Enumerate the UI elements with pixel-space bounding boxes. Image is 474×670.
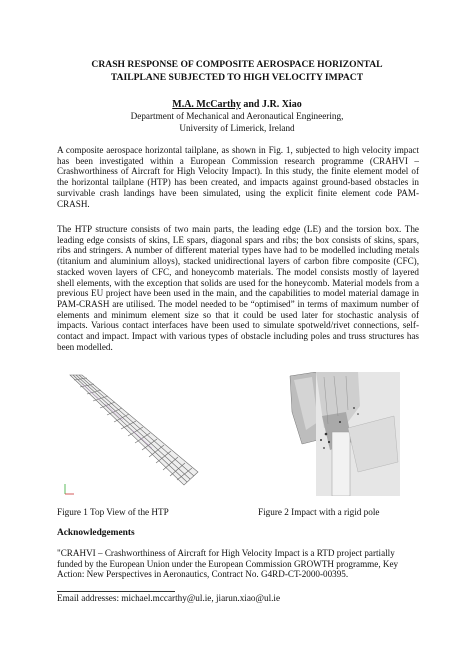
paper-title: [40, 58, 434, 84]
paragraph-structure: The HTP structure consists of two main parts, the leading edge (LE) and the torsion box. The leading edge consists of skins, LE spars, diagonal spars and ribs; the box consists of skins, spars, ribs and stringers. A number of different material types have had to be modelled including metals (titanium and aluminium alloys), stacked unidirectional layers of carbon fibre composite (CFC), stacked woven layers of CFC, and honeycomb materials. The model consists mostly of layered shell elements, with the exception that solids are used for the honeycomb. Material models from a previous EU project have been used in the main, and the capabilities to model material damage in PAM-CRASH are utilised. The model needed to be “optimised” in terms of maximum number of elements and minimum element size so that it could be used later for stochastic analysis of impacts. Various contact interfaces have been used to simulate spotweld/rivet connections, self-contact and impact. Impact with various types of obstacle including poles and truss structures has been modelled.: [57, 224, 419, 352]
acknowledgements-text: "CRAHVI – Crashworthiness of Aircraft for High Velocity Impact is a RTD project partially funded by the European Union under the European Commission GROWTH programme, Key Action: New Perspectives in Aeronautics, Contract No. G4RD-CT-2000-00395.: [57, 548, 399, 580]
paragraph-intro: A composite aerospace horizontal tailplane, as shown in Fig. 1, subjected to high velocity impact has been investigated within a European Commission research programme (CRAHVI – Crashworthiness of Aircraft for High Velocity Impact). In this study, the finite element model of the horizontal tailplane (HTP) has been created, and impacts against ground-based obstacles in survivable crash landings have been simulated, using the explicit finite element code PAM-CRASH.: [57, 145, 419, 209]
affiliation: [40, 111, 434, 134]
title-line-1: CRASH RESPONSE OF COMPOSITE AEROSPACE HORIZONTAL: [91, 59, 383, 70]
affiliation-line-1: Department of Mechanical and Aeronautical Engineering,: [130, 111, 344, 121]
htp-mesh-image: [60, 372, 200, 500]
affiliation-line-2: University of Limerick, Ireland: [179, 122, 295, 133]
title-line-2: TAILPLANE SUBJECTED TO HIGH VELOCITY IMPACT: [110, 72, 364, 83]
author-list: [40, 98, 434, 111]
footnote-divider: [57, 591, 175, 592]
figure-1-caption: Figure 1 Top View of the HTP: [57, 507, 169, 517]
figure-1-htp-top-view: [60, 372, 200, 500]
author-mccarthy: M.A. McCarthy: [172, 99, 241, 110]
figure-2-pole-impact: [288, 372, 400, 496]
pole-impact-image: [288, 372, 400, 496]
acknowledgements-heading: Acknowledgements: [57, 528, 135, 538]
figure-2-caption: Figure 2 Impact with a rigid pole: [258, 507, 380, 517]
email-addresses: Email addresses: michael.mccarthy@ul.ie, jiarun.xiao@ul.ie: [57, 593, 281, 603]
author-xiao: and J.R. Xiao: [240, 99, 302, 110]
